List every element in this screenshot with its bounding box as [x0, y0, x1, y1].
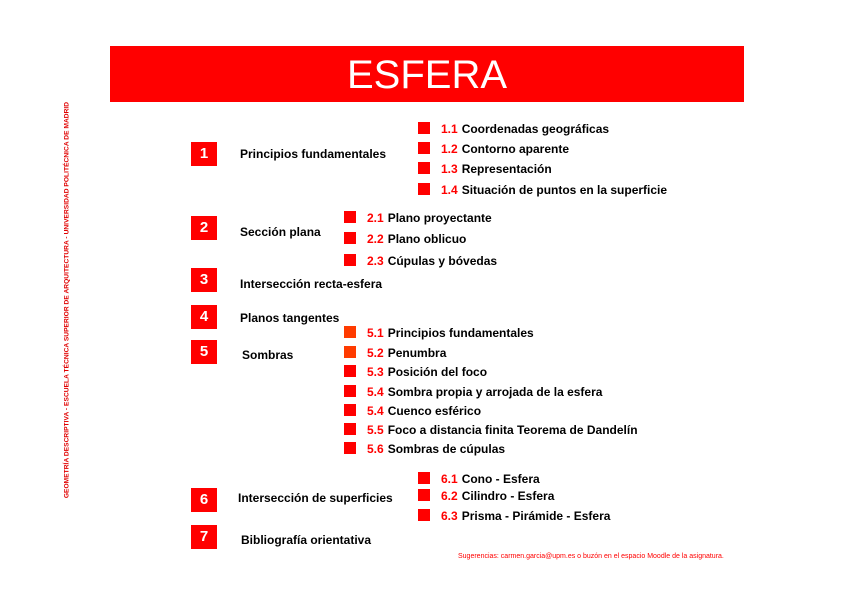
section-number: 5: [191, 340, 217, 364]
footer-note: Sugerencias: carmen.garcia@upm.es o buzón en el espacio Moodle de la asignatura.: [458, 553, 724, 560]
subsection-item[interactable]: [344, 326, 534, 340]
subsection-label: Plano oblicuo: [387, 232, 467, 246]
subsection-item[interactable]: [344, 385, 602, 399]
bullet-square-icon: [418, 509, 430, 521]
subsection-number: 2.1: [367, 211, 384, 225]
side-caption: [59, 60, 75, 540]
bullet-square-icon: [344, 326, 356, 338]
subsection-number: 6.1: [441, 472, 458, 486]
subsection-label: Foco a distancia finita Teorema de Dandelín: [387, 423, 638, 437]
section-number: 1: [191, 142, 217, 166]
bullet-square-icon: [344, 365, 356, 377]
subsection-item[interactable]: [418, 122, 609, 136]
section-number: 4: [191, 305, 217, 329]
subsection-label: Representación: [461, 162, 552, 176]
subsection-number: 5.2: [367, 346, 384, 360]
subsection-label: Cúpulas y bóvedas: [387, 254, 498, 268]
subsection-number: 5.4: [367, 385, 384, 399]
section-title[interactable]: Planos tangentes: [240, 311, 340, 325]
bullet-square-icon: [344, 423, 356, 435]
subsection-label: Cilindro - Esfera: [461, 489, 555, 503]
subsection-item[interactable]: [344, 404, 481, 418]
subsection-number: 6.3: [441, 509, 458, 523]
bullet-square-icon: [418, 142, 430, 154]
section-title[interactable]: Bibliografía orientativa: [241, 533, 372, 547]
subsection-number: 5.5: [367, 423, 384, 437]
subsection-label: Principios fundamentales: [387, 326, 534, 340]
bullet-square-icon: [344, 232, 356, 244]
subsection-item[interactable]: [418, 472, 540, 486]
bullet-square-icon: [418, 472, 430, 484]
subsection-number: 1.3: [441, 162, 458, 176]
subsection-item[interactable]: [418, 183, 667, 197]
bullet-square-icon: [344, 385, 356, 397]
subsection-label: Prisma - Pirámide - Esfera: [461, 509, 611, 523]
section-number: 7: [191, 525, 217, 549]
bullet-square-icon: [344, 254, 356, 266]
subsection-label: Posición del foco: [387, 365, 488, 379]
subsection-number: 5.1: [367, 326, 384, 340]
subsection-number: 2.2: [367, 232, 384, 246]
subsection-label: Sombras de cúpulas: [387, 442, 506, 456]
section-title[interactable]: Sección plana: [240, 225, 321, 239]
subsection-item[interactable]: [344, 346, 446, 360]
bullet-square-icon: [418, 489, 430, 501]
subsection-item[interactable]: [418, 162, 552, 176]
subsection-number: 6.2: [441, 489, 458, 503]
side-caption-text: GEOMETRÍA DESCRIPTIVA - ESCUELA TÉCNICA SUPERIOR DE ARQUITECTURA - UNIVERSIDAD POLITÉCNICA DE MADRID: [63, 101, 71, 499]
subsection-number: 2.3: [367, 254, 384, 268]
bullet-square-icon: [344, 346, 356, 358]
bullet-square-icon: [344, 211, 356, 223]
subsection-item[interactable]: [344, 423, 638, 437]
section-title[interactable]: Intersección de superficies: [238, 491, 393, 505]
subsection-label: Contorno aparente: [461, 142, 570, 156]
subsection-item[interactable]: [344, 254, 497, 268]
subsection-item[interactable]: [344, 232, 466, 246]
bullet-square-icon: [344, 442, 356, 454]
subsection-number: 1.4: [441, 183, 458, 197]
bullet-square-icon: [418, 183, 430, 195]
subsection-item[interactable]: [418, 142, 569, 156]
subsection-number: 5.6: [367, 442, 384, 456]
subsection-label: Sombra propia y arrojada de la esfera: [387, 385, 603, 399]
subsection-label: Cuenco esférico: [387, 404, 482, 418]
section-number: 3: [191, 268, 217, 292]
subsection-item[interactable]: [418, 489, 554, 503]
subsection-item[interactable]: [418, 509, 610, 523]
subsection-label: Penumbra: [387, 346, 447, 360]
subsection-item[interactable]: [344, 365, 487, 379]
subsection-label: Situación de puntos en la superficie: [461, 183, 668, 197]
subsection-item[interactable]: [344, 442, 505, 456]
subsection-number: 1.1: [441, 122, 458, 136]
subsection-label: Cono - Esfera: [461, 472, 540, 486]
section-title[interactable]: Sombras: [242, 348, 294, 362]
subsection-label: Coordenadas geográficas: [461, 122, 610, 136]
bullet-square-icon: [418, 162, 430, 174]
subsection-item[interactable]: [344, 211, 492, 225]
bullet-square-icon: [418, 122, 430, 134]
subsection-number: 5.3: [367, 365, 384, 379]
subsection-number: 5.4: [367, 404, 384, 418]
subsection-label: Plano proyectante: [387, 211, 492, 225]
section-title[interactable]: Intersección recta-esfera: [240, 277, 383, 291]
section-number: 2: [191, 216, 217, 240]
section-number: 6: [191, 488, 217, 512]
subsection-number: 1.2: [441, 142, 458, 156]
section-title[interactable]: Principios fundamentales: [240, 147, 387, 161]
bullet-square-icon: [344, 404, 356, 416]
page-title: ESFERA: [110, 46, 744, 102]
